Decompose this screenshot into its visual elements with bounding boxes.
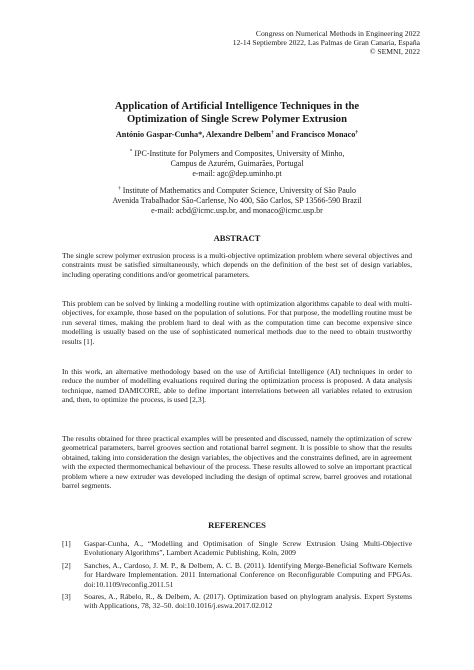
title-line-1: Application of Artificial Intelligence Techniques in the — [114, 101, 360, 112]
affiliation-2 — [40, 186, 434, 216]
abstract-heading: ABSTRACT — [213, 233, 261, 243]
affiliation-1-mark: * — [129, 148, 133, 155]
references-list — [62, 539, 412, 614]
abstract-paragraph-2: This problem can be solved by linking a modelling routine with optimization algorithms capable to deal with multi-objectives, for example, those based on the population of solutions. For that purpose, the modelling routine must be run several times, making the problem hard to deal with as the computation time can become expensive since modelling is usually based on the use of sophisticated numerical methods due to the need to obtain trustworthy results [1]. — [62, 299, 412, 346]
affiliation-2-line-1: Institute of Mathematics and Computer Science, University of São Paulo — [120, 186, 357, 195]
abstract-paragraph-4: The results obtained for three practical examples will be presented and discussed, namely the optimization of screw geometrical parameters, barrel grooves section and rotational barrel segment. It is possible to show that the results obtained, taking into consideration the design variables, the objectives and the constraints defined, are in agreement with the expected thermomechanical behaviour of the process. These results allowed to solve an important practical problem where a new extruder was developed including the design of optimal screw, barrel grooves and rotational barrel segments. — [62, 434, 412, 491]
references-heading: REFERENCES — [208, 520, 266, 530]
reference-number: [3] — [62, 592, 71, 602]
reference-item — [62, 539, 412, 558]
reference-text: Soares, A., Rábelo, R., & Delbem, A. (2017). Optimization based on phylogram analysis. Expert Systems with Applications, 78, 32–50. doi:10.1016/j.eswa.2017.02.012 — [84, 592, 412, 611]
conference-name: Congress on Numerical Methods in Engineering 2022 — [255, 29, 420, 38]
affiliation-1-email: e-mail: agc@dep.uminho.pt — [192, 169, 282, 178]
reference-number: [2] — [62, 560, 71, 570]
affiliation-1-line-2: Campus de Azurém, Guimarães, Portugal — [170, 159, 304, 168]
reference-text: Sanches, A., Cardoso, J. M. P., & Delbem, A. C. B. (2011). Identifying Merge-Beneficial Software Kernels for Hardware Implementation. 2011 International Conference on Reconfigurable Computing and FPGAs. doi:10.1109/reconfig.2011.51 — [84, 560, 412, 589]
authors-text: António Gaspar-Cunha*, Alexandre Delbem — [115, 130, 271, 139]
abstract-paragraph-1: The single screw polymer extrusion process is a multi-objective optimization problem where several objectives and constraints must be satisfied simultaneously, which depends on the definition of the best set of design variables, including operating conditions and/or geometrical parameters. — [62, 251, 412, 279]
author-dagger-mark: † — [270, 129, 274, 136]
authors-and: and Francisco Monaco — [273, 130, 356, 139]
copyright-line: © SEMNI, 2022 — [369, 47, 420, 57]
title-line-2: Optimization of Single Screw Polymer Extrusion — [126, 113, 347, 125]
reference-item — [62, 561, 412, 589]
author-list — [40, 130, 434, 140]
reference-number: [1] — [62, 539, 71, 548]
affiliation-2-mark: † — [117, 185, 121, 192]
conference-header — [160, 29, 420, 57]
affiliation-2-email: e-mail: acbd@icmc.usp.br, and monaco@icmc.usp.br — [151, 206, 323, 215]
reference-item — [62, 592, 412, 611]
abstract-paragraph-3: In this work, an alternative methodology based on the use of Artificial Intelligence (AI) techniques in order to reduce the number of modelling evaluations required during the optimization process is proposed. A data analysis technique, named DAMICORE, able to define important interrelations between all variables related to extrusion and, then, to optimize the process, is used [2,3]. — [62, 367, 412, 405]
conference-dates-place: 12-14 Septiembre 2022, Las Palmas de Gran Canaria, España — [232, 38, 420, 48]
affiliation-1 — [40, 149, 434, 179]
affiliation-2-line-2: Avenida Trabalhador São-Carlense, No 400, São Carlos, SP 13566-590 Brazil — [112, 196, 362, 205]
author-dagger-mark-2: † — [355, 129, 359, 136]
reference-text: Gaspar-Cunha, A., “Modelling and Optimisation of Single Screw Extrusion Using Multi-Objective Evolutionary Algorithms”, Lambert Academic Publishing, Koln, 2009 — [84, 539, 412, 558]
paper-title — [40, 101, 434, 127]
affiliation-1-line-1: IPC-Institute for Polymers and Composites, University of Minho, — [132, 149, 345, 158]
